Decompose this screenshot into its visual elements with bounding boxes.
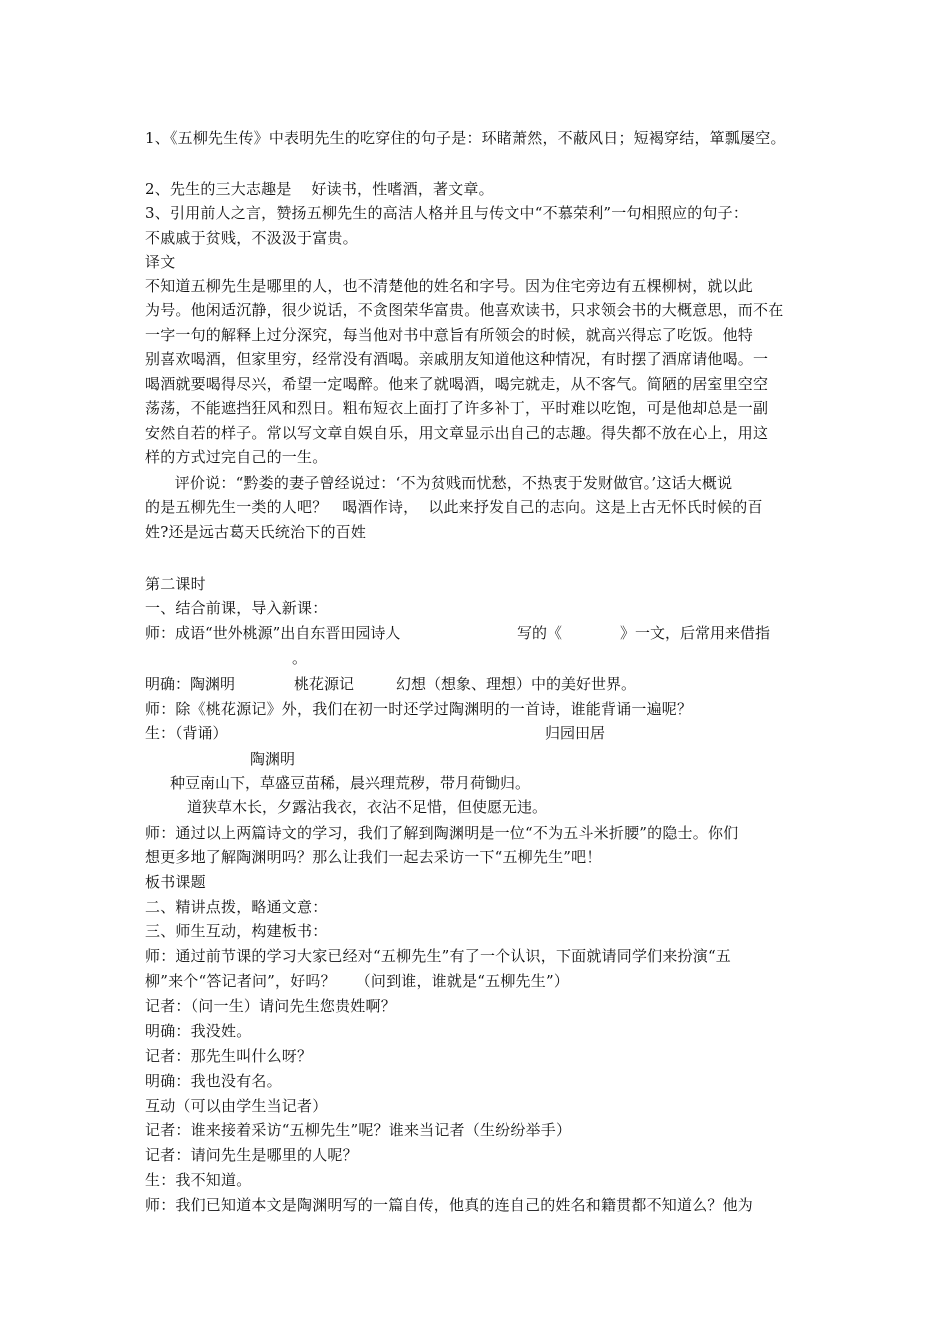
answer-meaning: 幻想（想象、理想）中的美好世界。 — [396, 675, 637, 693]
poem-author: 陶渊明 — [250, 750, 296, 768]
period-mark: 。 — [292, 649, 308, 667]
teacher-line-middle: 写的《 — [517, 624, 563, 642]
comment-line: 的是五柳先生一类的人吧？ 喝酒作诗， 以此来抒发自己的志向。这是上古无怀氏时候的百 — [145, 498, 763, 516]
dialogue-line: 记者：请问先生是哪里的人呢？ — [145, 1146, 358, 1164]
teacher-intro-line: 师：通过以上两篇诗文的学习，我们了解到陶渊明是一位“不为五斗米折腰”的隐士。你们 — [145, 824, 739, 842]
teacher-line-prefix: 师：成语“世外桃源”出自东晋田园诗人 — [145, 624, 401, 642]
teacher-question: 师：除《桃花源记》外，我们在初一时还学过陶渊明的一首诗，谁能背诵一遍呢？ — [145, 700, 693, 718]
teacher-intro-line: 想更多地了解陶渊明吗？那么让我们一起去采访一下“五柳先生”吧！ — [145, 848, 602, 866]
question-1: 1、《五柳先生传》中表明先生的吃穿住的句子是：环睹萧然，不蔽风日；短褐穿结，箪瓢屡空。 — [145, 129, 786, 147]
poem-line: 道狭草木长，夕露沾我衣，衣沾不足惜，但使愿无违。 — [187, 798, 548, 816]
translation-line: 不知道五柳先生是哪里的人，也不清楚他的姓名和字号。因为住宅旁边有五棵柳树，就以此 — [145, 277, 754, 295]
comment-line: 评价说：“黔娄的妻子曾经说过：‘不为贫贱而忧愁，不热衷于发财做官。’这话大概说 — [145, 474, 733, 492]
interaction-note: 互动（可以由学生当记者） — [145, 1097, 328, 1115]
translation-line: 喝酒就要喝得尽兴，希望一定喝醉。他来了就喝酒，喝完就走，从不客气。简陋的居室里空空 — [145, 375, 769, 393]
dialogue-line: 明确：我也没有名。 — [145, 1072, 282, 1090]
translation-heading: 译文 — [145, 253, 176, 271]
translation-line: 样的方式过完自己的一生。 — [145, 448, 328, 466]
question-2: 2、先生的三大志趣是 好读书，性嗜酒，著文章。 — [145, 180, 494, 198]
dialogue-line: 记者：那先生叫什么呀？ — [145, 1047, 313, 1065]
answer-label: 明确：陶渊明 — [145, 675, 236, 693]
dialogue-line: 生：我不知道。 — [145, 1171, 252, 1189]
section-two-heading: 二、精讲点拨，略通文意： — [145, 898, 328, 916]
teacher-line-suffix: 》一文，后常用来借指 — [620, 624, 771, 642]
dialogue-line: 明确：我没姓。 — [145, 1022, 252, 1040]
dialogue-line: 记者：（问一生）请问先生您贵姓啊？ — [145, 997, 396, 1015]
translation-line: 一字一句的解释上过分深究，每当他对书中意旨有所领会的时候，就高兴得忘了吃饭。他特 — [145, 326, 754, 344]
translation-line: 安然自若的样子。常以写文章自娱自乐，用文章显示出自己的志趣。得失都不放在心上，用这 — [145, 424, 769, 442]
lesson-two-heading: 第二课时 — [145, 575, 206, 593]
teacher-closing-line: 师：我们已知道本文是陶渊明写的一篇自传，他真的连自己的姓名和籍贯都不知道么？他为 — [145, 1196, 754, 1214]
board-title: 板书课题 — [145, 873, 206, 891]
question-3-line-2: 不戚戚于贫贱，不汲汲于富贵。 — [145, 229, 358, 247]
dialogue-line: 记者：谁来接着采访“五柳先生”呢？谁来当记者（生纷纷举手） — [145, 1121, 572, 1139]
section-one-heading: 一、结合前课，导入新课： — [145, 599, 328, 617]
poem-line: 种豆南山下，草盛豆苗稀，晨兴理荒秽，带月荷锄归。 — [170, 774, 531, 792]
student-recite: 生：（背诵） — [145, 724, 228, 742]
teacher-roleplay-line: 师：通过前节课的学习大家已经对“五柳先生”有了一个认识，下面就请同学们来扮演“五 — [145, 947, 732, 965]
translation-line: 别喜欢喝酒，但家里穷，经常没有酒喝。亲戚朋友知道他这种情况，有时摆了酒席请他喝。一 — [145, 350, 769, 368]
comment-line: 姓?还是远古葛天氏统治下的百姓 — [145, 523, 367, 541]
answer-title: 桃花源记 — [294, 675, 355, 693]
teacher-roleplay-line: 柳”来个“答记者问”，好吗？ （问到谁，谁就是“五柳先生”） — [145, 972, 570, 990]
poem-title: 归园田居 — [545, 724, 606, 742]
translation-line: 为号。他闲适沉静，很少说话，不贪图荣华富贵。他喜欢读书，只求领会书的大概意思，而不在 — [145, 301, 784, 319]
translation-line: 荡荡，不能遮挡狂风和烈日。粗布短衣上面打了许多补丁，平时难以吃饱，可是他却总是一副 — [145, 399, 769, 417]
section-three-heading: 三、师生互动，构建板书： — [145, 922, 328, 940]
question-3-line-1: 3、引用前人之言，赞扬五柳先生的高洁人格并且与传文中“不慕荣利”一句相照应的句子： — [145, 204, 749, 222]
